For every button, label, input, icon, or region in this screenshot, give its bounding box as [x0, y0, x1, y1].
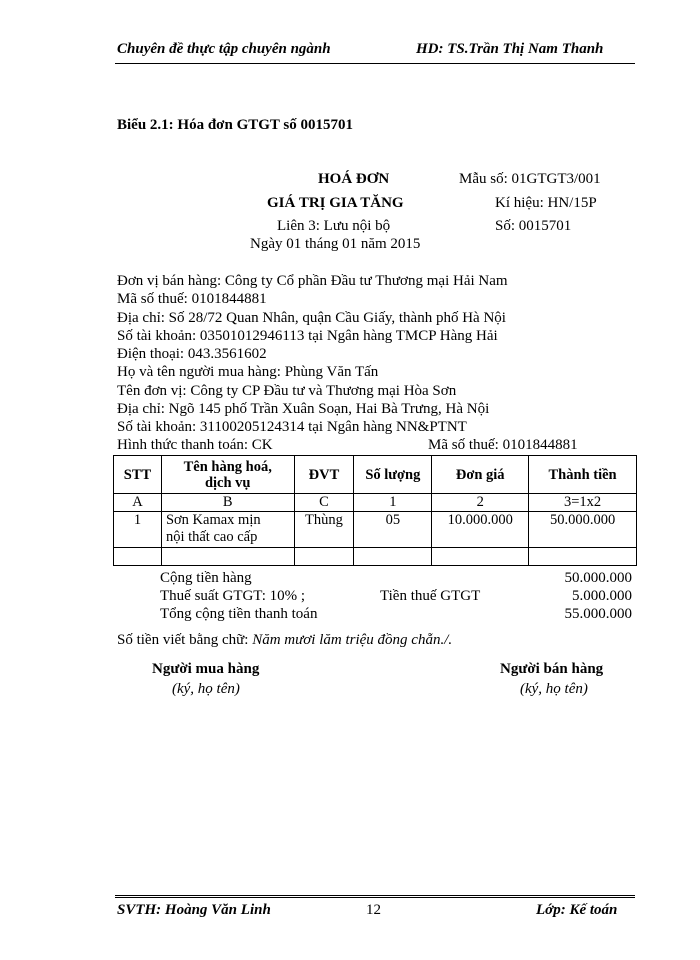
code-cell: 3=1x2 — [529, 494, 637, 512]
code-cell: B — [161, 494, 294, 512]
buyer-tax-code: Mã số thuế: 0101844881 — [428, 437, 578, 453]
invoice-copy: Liên 3: Lưu nội bộ — [277, 218, 391, 234]
invoice-title: HOÁ ĐƠN — [318, 171, 390, 187]
seller-signature-note: (ký, họ tên) — [520, 681, 588, 697]
row-amount: 50.000.000 — [529, 512, 637, 548]
col-amount: Thành tiền — [529, 456, 637, 494]
col-item-name-line1: Tên hàng hoá, — [183, 458, 272, 475]
row-item-name-line2: nội thất cao cấp — [165, 529, 258, 545]
col-qty: Số lượng — [354, 456, 432, 494]
subtotal-value: 50.000.000 — [564, 570, 632, 586]
seller-account: Số tài khoản: 03501012946113 tại Ngân hàng TMCP Hàng Hải — [117, 328, 498, 344]
subtotal-label: Cộng tiền hàng — [160, 570, 252, 586]
row-unit: Thùng — [294, 512, 354, 548]
vat-rate-label: Thuế suất GTGT: 10% ; — [160, 588, 306, 604]
table-row — [114, 512, 637, 548]
invoice-date: Ngày 01 tháng 01 năm 2015 — [250, 236, 421, 252]
row-item-name-line1: Sơn Kamax mịn — [165, 512, 261, 528]
code-cell: A — [114, 494, 162, 512]
col-item-name — [161, 456, 294, 494]
col-unit: ĐVT — [294, 456, 354, 494]
invoice-caption: Biểu 2.1: Hóa đơn GTGT số 0015701 — [117, 117, 353, 133]
buyer-name: Họ và tên người mua hàng: Phùng Văn Tấn — [117, 364, 379, 380]
vat-value: 5.000.000 — [572, 588, 632, 604]
buyer-account: Số tài khoản: 31100205124314 tại Ngân hàng NN&PTNT — [117, 419, 467, 435]
col-stt: STT — [114, 456, 162, 494]
row-stt: 1 — [114, 512, 162, 548]
amount-in-words-value: Năm mươi lăm triệu đồng chẵn./. — [252, 632, 453, 648]
seller-signature-title: Người bán hàng — [500, 661, 604, 677]
col-price: Đơn giá — [432, 456, 529, 494]
row-item-name — [161, 512, 294, 548]
code-cell: 1 — [354, 494, 432, 512]
table-code-row — [114, 494, 637, 512]
footer-rule — [115, 895, 635, 898]
seller-address: Địa chỉ: Số 28/72 Quan Nhân, quận Cầu Giấy, thành phố Hà Nội — [117, 310, 506, 326]
buyer-address: Địa chỉ: Ngõ 145 phố Trần Xuân Soạn, Hai Bà Trưng, Hà Nội — [117, 401, 490, 417]
code-cell: C — [294, 494, 354, 512]
invoice-items-table — [113, 455, 637, 566]
vat-label: Tiền thuế GTGT — [380, 588, 481, 604]
invoice-subtitle: GIÁ TRỊ GIA TĂNG — [267, 195, 404, 211]
invoice-symbol: Kí hiệu: HN/15P — [495, 195, 597, 211]
header-left: Chuyên đề thực tập chuyên ngành — [117, 41, 331, 57]
invoice-number: Số: 0015701 — [495, 218, 572, 234]
total-label: Tổng cộng tiền thanh toán — [160, 606, 318, 622]
footer-left: SVTH: Hoàng Văn Linh — [117, 902, 271, 918]
col-item-name-line2: dịch vụ — [204, 474, 251, 491]
header-rule — [115, 63, 635, 64]
table-header-row — [114, 456, 637, 494]
seller-phone: Điện thoại: 043.3561602 — [117, 346, 267, 362]
page-number: 12 — [366, 902, 381, 918]
invoice-form-no: Mẫu số: 01GTGT3/001 — [459, 171, 601, 187]
row-qty: 05 — [354, 512, 432, 548]
amount-in-words — [117, 632, 452, 649]
total-value: 55.000.000 — [564, 606, 632, 622]
row-price: 10.000.000 — [432, 512, 529, 548]
table-row-empty — [114, 548, 637, 566]
code-cell: 2 — [432, 494, 529, 512]
header-right: HD: TS.Trần Thị Nam Thanh — [416, 41, 604, 57]
seller-unit: Đơn vị bán hàng: Công ty Cổ phần Đầu tư Thương mại Hải Nam — [117, 273, 508, 289]
payment-method: Hình thức thanh toán: CK — [117, 437, 273, 453]
buyer-signature-title: Người mua hàng — [152, 661, 260, 677]
buyer-unit: Tên đơn vị: Công ty CP Đầu tư và Thương mại Hòa Sơn — [117, 383, 457, 399]
seller-tax-code: Mã số thuế: 0101844881 — [117, 291, 267, 307]
buyer-signature-note: (ký, họ tên) — [172, 681, 240, 697]
footer-right: Lớp: Kế toán — [536, 902, 618, 918]
amount-in-words-label: Số tiền viết bằng chữ: — [117, 632, 249, 648]
